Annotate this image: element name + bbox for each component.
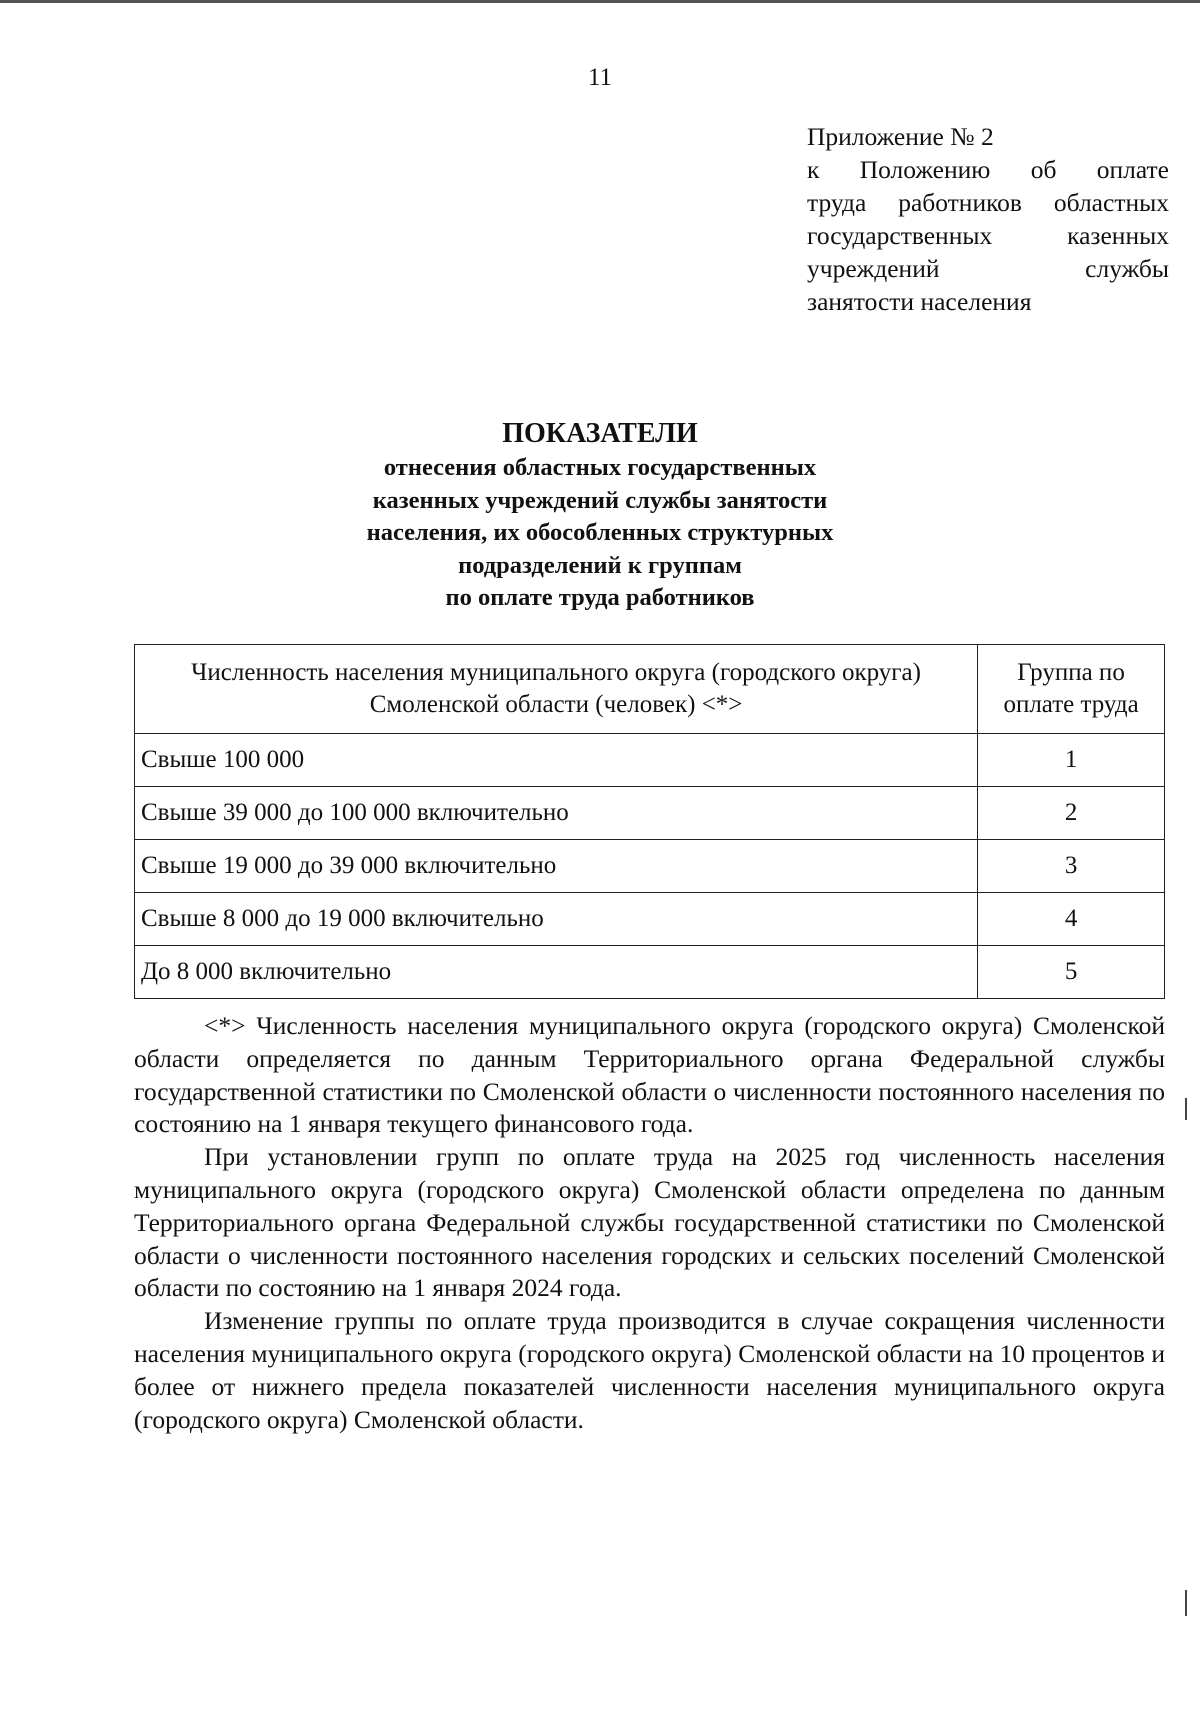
subtitle-line: казенных учреждений службы занятости [372, 486, 828, 514]
group-cell: 3 [978, 840, 1165, 893]
population-cell: Свыше 39 000 до 100 000 включительно [135, 787, 978, 840]
page-number: 11 [587, 64, 613, 91]
group-cell: 4 [978, 893, 1165, 946]
notes-paragraph: При установлении групп по оплате труда на 2025 год численность населения муниципального округа (городского округа) Смоленской области определена по данным Территориального органа Федеральной службы государственной статистики по Смоленской области о численности постоянного населения городских и сельских поселений Смоленской области по состоянию на 1 января 2024 года. [134, 1142, 1165, 1303]
table-row [135, 893, 1165, 946]
table-row [135, 734, 1165, 787]
subtitle-line: подразделений к группам [458, 551, 742, 579]
table-row [135, 840, 1165, 893]
table-row [135, 946, 1165, 999]
table-row [135, 787, 1165, 840]
group-column-header: Группа по оплате труда [978, 645, 1165, 734]
appendix-line: учреждений службы [807, 254, 1169, 283]
subtitle-line: по оплате труда работников [445, 584, 755, 611]
subtitle-line: отнесения областных государственных [383, 454, 817, 481]
notes-section [134, 1010, 1165, 1436]
population-cell: Свыше 100 000 [135, 734, 978, 787]
group-cell: 2 [978, 787, 1165, 840]
appendix-line: труда работников областных [807, 188, 1169, 217]
appendix-line: государственных казенных [807, 221, 1169, 250]
notes-paragraph: Изменение группы по оплате труда производится в случае сокращения численности населения муниципального округа (городского округа) Смоленской области на 10 процентов и более от нижнего предела показателей численности населения муниципального округа (городского округа) Смоленской области. [134, 1306, 1165, 1434]
scan-edge-mark [1185, 1590, 1187, 1616]
groups-table [134, 644, 1165, 999]
footnote-paragraph: <*> Численность населения муниципального округа (городского округа) Смоленской области определяется по данным Территориального органа Федеральной службы государственной статистики по Смоленской области о численности постоянного населения по состоянию на 1 января текущего финансового года. [134, 1011, 1165, 1139]
appendix-title: Приложение № 2 [807, 122, 994, 151]
appendix-line: к Положению об оплате [807, 155, 1169, 184]
document-heading [300, 416, 900, 615]
population-cell: До 8 000 включительно [135, 946, 978, 999]
population-cell: Свыше 19 000 до 39 000 включительно [135, 840, 978, 893]
table-header-row [135, 645, 1165, 734]
scan-top-edge [0, 0, 1200, 3]
group-cell: 1 [978, 734, 1165, 787]
subtitle-line: населения, их обособленных структурных [366, 519, 834, 546]
group-cell: 5 [978, 946, 1165, 999]
appendix-block [807, 120, 1169, 318]
appendix-line: занятости населения [807, 287, 1032, 316]
document-title: ПОКАЗАТЕЛИ [502, 418, 698, 449]
document-subtitle [300, 452, 900, 615]
population-cell: Свыше 8 000 до 19 000 включительно [135, 893, 978, 946]
population-column-header: Численность населения муниципального округа (городского округа) Смоленской области (человек) <*> [135, 645, 978, 734]
scan-edge-mark [1185, 1098, 1187, 1120]
